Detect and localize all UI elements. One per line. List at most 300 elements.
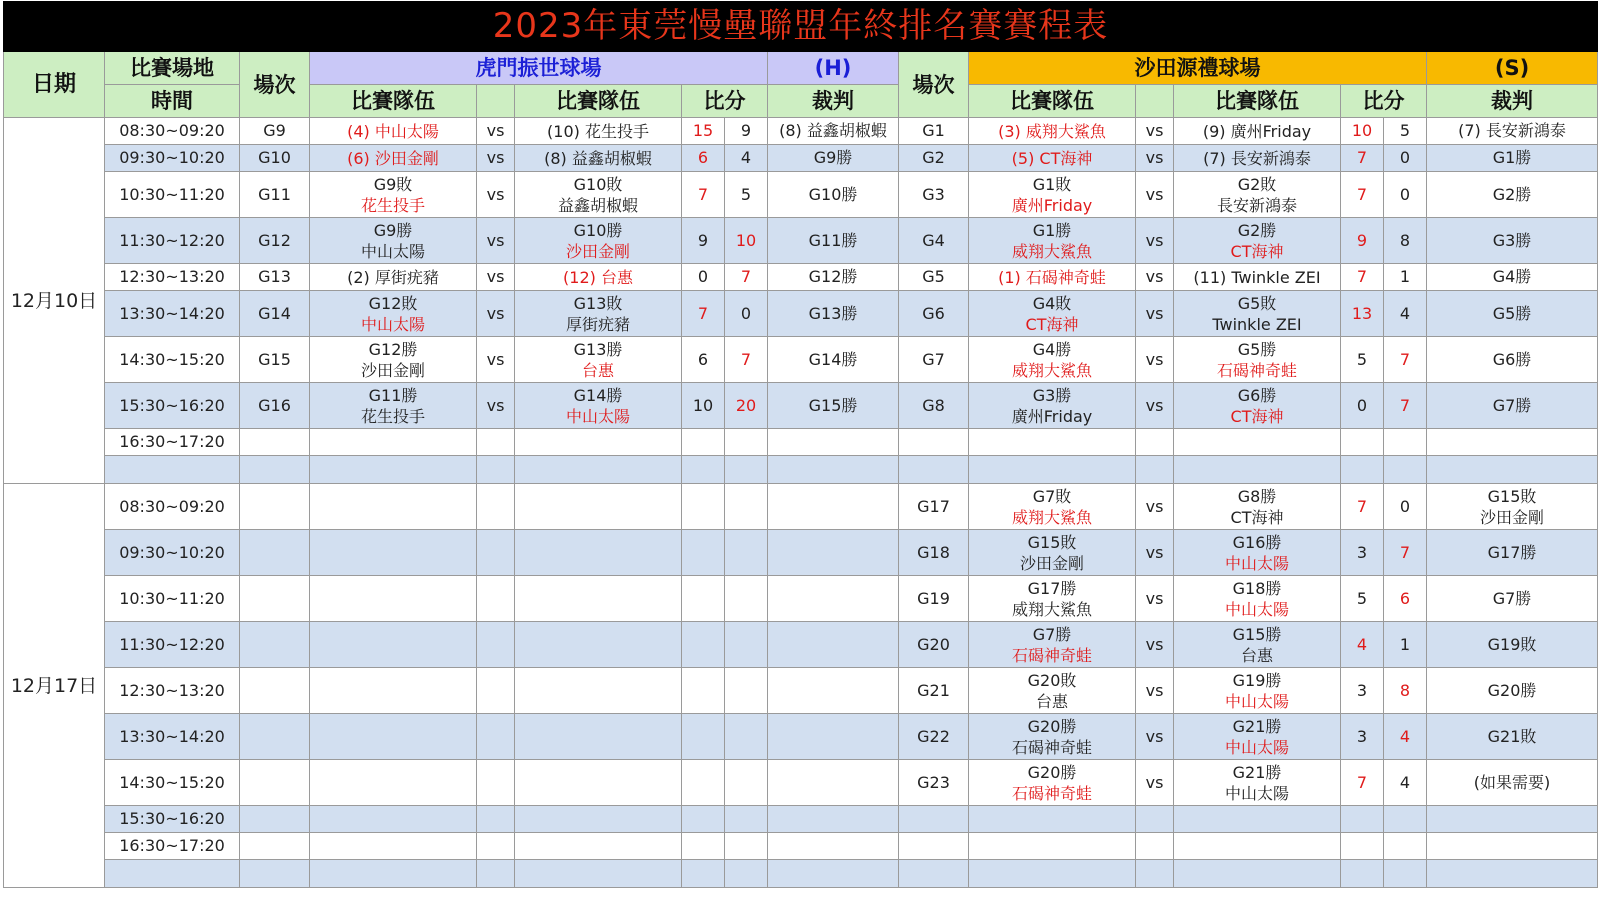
team-b-s — [1174, 383, 1341, 429]
empty-cell — [1427, 806, 1598, 833]
empty-cell — [768, 622, 899, 668]
score-b-h: 9 — [725, 118, 768, 145]
team-a-h — [310, 383, 477, 429]
empty-cell — [1174, 833, 1341, 860]
empty-cell — [477, 668, 515, 714]
team-name: 中山太陽 — [1224, 737, 1289, 757]
empty-cell — [725, 833, 768, 860]
team-a-s — [969, 760, 1136, 806]
team-name: CT海神 — [1230, 507, 1284, 527]
team-line: G21勝 — [1232, 762, 1282, 782]
empty-cell — [1341, 806, 1384, 833]
umpire-h: G11勝 — [768, 218, 899, 264]
empty-cell — [1136, 833, 1174, 860]
game-no-h: G13 — [240, 264, 310, 291]
time-cell: 09:30~10:20 — [105, 530, 240, 576]
table-row — [4, 714, 1598, 760]
team-name: 石碣神奇蛙 — [1011, 737, 1092, 757]
team-name: CT海神 — [1230, 406, 1284, 426]
team-line: (10) 花生投手 — [547, 121, 649, 141]
team-a-h — [310, 145, 477, 172]
team-name: 廣州Friday — [1011, 406, 1093, 426]
team-line: (3) 威翔大鯊魚 — [998, 121, 1106, 141]
table-row — [4, 456, 1598, 484]
empty-cell — [682, 833, 725, 860]
team-line: G1敗 — [1032, 174, 1072, 194]
empty-cell — [477, 576, 515, 622]
team-name: 中山太陽 — [1224, 553, 1289, 573]
table-row — [4, 806, 1598, 833]
time-cell: 11:30~12:20 — [105, 218, 240, 264]
empty-cell — [682, 429, 725, 456]
vs-label: vs — [477, 264, 515, 291]
time-header: 時間 — [105, 85, 240, 118]
team-a-h — [310, 218, 477, 264]
score-b-s: 0 — [1384, 145, 1427, 172]
empty-cell — [515, 429, 682, 456]
empty-cell — [682, 484, 725, 530]
umpire-s: G5勝 — [1427, 291, 1598, 337]
empty-cell — [310, 668, 477, 714]
score-a-h: 7 — [682, 172, 725, 218]
empty-cell — [1427, 860, 1598, 888]
team-b-h — [515, 172, 682, 218]
empty-cell — [477, 860, 515, 888]
team-name: CT海神 — [1025, 314, 1079, 334]
empty-cell — [477, 622, 515, 668]
table-row — [4, 484, 1598, 530]
empty-cell — [768, 530, 899, 576]
team-b-h — [515, 145, 682, 172]
game-no-s: G3 — [899, 172, 969, 218]
umpire-s: (如果需要) — [1427, 760, 1598, 806]
game-no-s: G7 — [899, 337, 969, 383]
table-row — [4, 860, 1598, 888]
umpire-s: G21敗 — [1427, 714, 1598, 760]
game-no-h: G9 — [240, 118, 310, 145]
empty-cell — [1341, 833, 1384, 860]
team-name: 台惠 — [1240, 645, 1273, 665]
empty-cell — [1174, 806, 1341, 833]
umpire-h: G14勝 — [768, 337, 899, 383]
vs-label: vs — [1136, 264, 1174, 291]
empty-cell — [477, 484, 515, 530]
empty-cell — [240, 429, 310, 456]
team-a-s — [969, 291, 1136, 337]
empty-cell — [682, 576, 725, 622]
score-a-s: 7 — [1341, 760, 1384, 806]
empty-cell — [515, 860, 682, 888]
empty-cell — [515, 456, 682, 484]
score-b-h: 4 — [725, 145, 768, 172]
empty-cell — [969, 806, 1136, 833]
score-b-h: 20 — [725, 383, 768, 429]
empty-cell — [515, 668, 682, 714]
team-line: G20勝 — [1027, 716, 1077, 736]
empty-cell — [1136, 456, 1174, 484]
vs-label: vs — [1136, 484, 1174, 530]
team-line: G21勝 — [1232, 716, 1282, 736]
game-no-s: G20 — [899, 622, 969, 668]
table-row — [4, 622, 1598, 668]
team-line: G5勝 — [1237, 339, 1277, 359]
venue-h-header: 虎門振世球場 — [310, 52, 768, 85]
vs-header-s — [1136, 85, 1174, 118]
empty-cell — [310, 806, 477, 833]
venue-h-code: (H) — [768, 52, 899, 85]
team-line: G3勝 — [1032, 385, 1072, 405]
team-a-s — [969, 118, 1136, 145]
score-b-s: 5 — [1384, 118, 1427, 145]
team-a-s — [969, 383, 1136, 429]
umpire-s: G4勝 — [1427, 264, 1598, 291]
game-no-s: G22 — [899, 714, 969, 760]
empty-cell — [725, 484, 768, 530]
game-no-h: G15 — [240, 337, 310, 383]
umpire-s: G7勝 — [1427, 576, 1598, 622]
empty-cell — [682, 760, 725, 806]
team-name: 花生投手 — [360, 406, 425, 426]
empty-cell — [768, 429, 899, 456]
team-line: G9敗 — [373, 174, 413, 194]
umpire-header-s: 裁判 — [1427, 85, 1598, 118]
score-b-s: 7 — [1384, 530, 1427, 576]
team-line: G14勝 — [573, 385, 623, 405]
umpire-team: 沙田金剛 — [1480, 507, 1545, 527]
time-cell: 10:30~11:20 — [105, 576, 240, 622]
vs-label: vs — [477, 145, 515, 172]
team-line: G13敗 — [573, 293, 623, 313]
team-a-s — [969, 622, 1136, 668]
game-no-h: G12 — [240, 218, 310, 264]
team-line: G7敗 — [1032, 486, 1072, 506]
empty-cell — [477, 530, 515, 576]
empty-cell — [725, 760, 768, 806]
team-a-s — [969, 218, 1136, 264]
team-name: 中山太陽 — [360, 241, 425, 261]
team-line: G7勝 — [1032, 624, 1072, 644]
score-b-s: 4 — [1384, 760, 1427, 806]
time-cell: 11:30~12:20 — [105, 622, 240, 668]
vs-label: vs — [1136, 337, 1174, 383]
team-line: G12勝 — [368, 339, 418, 359]
team-b-s — [1174, 172, 1341, 218]
schedule-table — [3, 1, 1598, 888]
vs-label: vs — [1136, 760, 1174, 806]
team-b-s — [1174, 118, 1341, 145]
team-b-h — [515, 264, 682, 291]
empty-cell — [725, 668, 768, 714]
umpire-h: G9勝 — [768, 145, 899, 172]
empty-cell — [768, 714, 899, 760]
score-a-s: 9 — [1341, 218, 1384, 264]
empty-cell — [515, 622, 682, 668]
score-b-h: 7 — [725, 264, 768, 291]
team-line: G17勝 — [1027, 578, 1077, 598]
empty-cell — [969, 833, 1136, 860]
empty-cell — [240, 456, 310, 484]
team-name: 厚街疣豬 — [565, 314, 630, 334]
empty-cell — [310, 484, 477, 530]
game-no-s: G5 — [899, 264, 969, 291]
score-b-s: 7 — [1384, 337, 1427, 383]
venue-label-header: 比賽場地 — [105, 52, 240, 85]
empty-cell — [515, 576, 682, 622]
team-b-s — [1174, 264, 1341, 291]
team-header-s-a: 比賽隊伍 — [969, 85, 1136, 118]
team-line: G5敗 — [1237, 293, 1277, 313]
empty-cell — [725, 456, 768, 484]
empty-cell — [310, 833, 477, 860]
game-no-s: G19 — [899, 576, 969, 622]
time-cell: 14:30~15:20 — [105, 760, 240, 806]
team-name: 台惠 — [1035, 691, 1068, 711]
empty-cell — [768, 760, 899, 806]
team-line: G1勝 — [1032, 220, 1072, 240]
team-header-s-b: 比賽隊伍 — [1174, 85, 1341, 118]
empty-cell — [768, 456, 899, 484]
team-name: 中山太陽 — [1224, 783, 1289, 803]
game-no-s: G2 — [899, 145, 969, 172]
score-header-h: 比分 — [682, 85, 768, 118]
empty-cell — [768, 668, 899, 714]
team-b-s — [1174, 576, 1341, 622]
umpire-line: G15敗 — [1487, 486, 1537, 506]
empty-cell — [682, 714, 725, 760]
score-a-h: 9 — [682, 218, 725, 264]
team-line: G12敗 — [368, 293, 418, 313]
score-a-s: 3 — [1341, 668, 1384, 714]
empty-cell — [899, 456, 969, 484]
team-name: 威翔大鯊魚 — [1011, 241, 1092, 261]
table-row — [4, 833, 1598, 860]
game-no-header-s: 場次 — [899, 52, 969, 118]
game-no-h: G10 — [240, 145, 310, 172]
team-b-s — [1174, 668, 1341, 714]
team-header-h-a: 比賽隊伍 — [310, 85, 477, 118]
team-line: (11) Twinkle ZEI — [1193, 267, 1321, 287]
empty-cell — [969, 456, 1136, 484]
time-cell: 13:30~14:20 — [105, 714, 240, 760]
table-row — [4, 291, 1598, 337]
vs-label: vs — [1136, 291, 1174, 337]
team-name: 益鑫胡椒蝦 — [557, 195, 638, 215]
game-no-s: G1 — [899, 118, 969, 145]
empty-cell — [725, 530, 768, 576]
empty-cell — [725, 429, 768, 456]
vs-header-h — [477, 85, 515, 118]
score-a-s: 7 — [1341, 264, 1384, 291]
date-header: 日期 — [4, 52, 105, 118]
team-a-s — [969, 668, 1136, 714]
empty-cell — [682, 668, 725, 714]
empty-cell — [768, 860, 899, 888]
score-b-s: 4 — [1384, 291, 1427, 337]
empty-cell — [240, 484, 310, 530]
team-b-s — [1174, 337, 1341, 383]
empty-cell — [725, 714, 768, 760]
table-row — [4, 264, 1598, 291]
team-line: G9勝 — [373, 220, 413, 240]
score-b-h: 7 — [725, 337, 768, 383]
empty-cell — [240, 576, 310, 622]
empty-cell — [515, 833, 682, 860]
score-b-s: 8 — [1384, 668, 1427, 714]
umpire-s: G1勝 — [1427, 145, 1598, 172]
time-cell: 14:30~15:20 — [105, 337, 240, 383]
team-line: (6) 沙田金剛 — [347, 148, 439, 168]
vs-label: vs — [477, 172, 515, 218]
score-b-s: 1 — [1384, 622, 1427, 668]
team-name: 威翔大鯊魚 — [1011, 599, 1092, 619]
score-b-s: 4 — [1384, 714, 1427, 760]
table-row — [4, 118, 1598, 145]
score-b-h: 5 — [725, 172, 768, 218]
umpire-s: (7) 長安新鴻泰 — [1427, 118, 1598, 145]
time-cell: 15:30~16:20 — [105, 806, 240, 833]
time-cell: 12:30~13:20 — [105, 264, 240, 291]
game-no-s: G18 — [899, 530, 969, 576]
game-no-h: G11 — [240, 172, 310, 218]
umpire-s: G6勝 — [1427, 337, 1598, 383]
vs-label: vs — [1136, 668, 1174, 714]
table-row — [4, 218, 1598, 264]
team-a-s — [969, 530, 1136, 576]
team-b-s — [1174, 218, 1341, 264]
umpire-s: G19敗 — [1427, 622, 1598, 668]
vs-label: vs — [1136, 576, 1174, 622]
team-name: 石碣神奇蛙 — [1216, 360, 1297, 380]
score-a-s: 4 — [1341, 622, 1384, 668]
score-a-h: 15 — [682, 118, 725, 145]
team-a-h — [310, 118, 477, 145]
score-a-h: 10 — [682, 383, 725, 429]
team-line: G11勝 — [368, 385, 418, 405]
team-line: G16勝 — [1232, 532, 1282, 552]
umpire-h: G12勝 — [768, 264, 899, 291]
team-a-h — [310, 264, 477, 291]
team-line: G6勝 — [1237, 385, 1277, 405]
umpire-s: G7勝 — [1427, 383, 1598, 429]
team-line: G20勝 — [1027, 762, 1077, 782]
empty-cell — [515, 530, 682, 576]
score-a-h: 6 — [682, 145, 725, 172]
schedule-sheet — [3, 1, 1597, 888]
team-b-h — [515, 218, 682, 264]
score-a-s: 7 — [1341, 145, 1384, 172]
empty-cell — [682, 622, 725, 668]
empty-cell — [240, 530, 310, 576]
time-cell: 12:30~13:20 — [105, 668, 240, 714]
team-name: 石碣神奇蛙 — [1011, 645, 1092, 665]
team-a-s — [969, 576, 1136, 622]
score-a-h: 0 — [682, 264, 725, 291]
team-line: G4敗 — [1032, 293, 1072, 313]
empty-cell — [515, 714, 682, 760]
empty-cell — [725, 806, 768, 833]
team-name: 中山太陽 — [360, 314, 425, 334]
game-no-s: G4 — [899, 218, 969, 264]
score-a-s: 3 — [1341, 530, 1384, 576]
empty-cell — [310, 860, 477, 888]
empty-cell — [682, 530, 725, 576]
empty-cell — [477, 714, 515, 760]
empty-cell — [1174, 429, 1341, 456]
game-no-s: G21 — [899, 668, 969, 714]
table-row — [4, 172, 1598, 218]
team-b-s — [1174, 714, 1341, 760]
empty-cell — [1384, 456, 1427, 484]
empty-cell — [310, 429, 477, 456]
empty-cell — [477, 806, 515, 833]
time-cell: 16:30~17:20 — [105, 429, 240, 456]
team-line: G2勝 — [1237, 220, 1277, 240]
team-a-s — [969, 145, 1136, 172]
umpire-s: G20勝 — [1427, 668, 1598, 714]
team-line: G20敗 — [1027, 670, 1077, 690]
score-b-s: 0 — [1384, 484, 1427, 530]
vs-label: vs — [477, 383, 515, 429]
empty-cell — [477, 429, 515, 456]
team-line: G4勝 — [1032, 339, 1072, 359]
empty-cell — [969, 429, 1136, 456]
score-b-h: 0 — [725, 291, 768, 337]
game-no-s: G17 — [899, 484, 969, 530]
table-row — [4, 576, 1598, 622]
team-a-h — [310, 291, 477, 337]
empty-cell — [1384, 833, 1427, 860]
venue-s-code: (S) — [1427, 52, 1598, 85]
empty-cell — [1341, 860, 1384, 888]
empty-cell — [477, 760, 515, 806]
empty-cell — [515, 760, 682, 806]
team-name: 台惠 — [581, 360, 614, 380]
score-header-s: 比分 — [1341, 85, 1427, 118]
table-row — [4, 760, 1598, 806]
team-b-h — [515, 118, 682, 145]
table-row — [4, 429, 1598, 456]
empty-cell — [240, 622, 310, 668]
score-a-s: 0 — [1341, 383, 1384, 429]
game-no-h: G14 — [240, 291, 310, 337]
empty-cell — [1427, 456, 1598, 484]
team-line: (2) 厚街疣豬 — [347, 267, 439, 287]
score-a-h: 6 — [682, 337, 725, 383]
empty-cell — [1384, 860, 1427, 888]
venue-s-header: 沙田源禮球場 — [969, 52, 1427, 85]
team-line: (1) 石碣神奇蛙 — [998, 267, 1106, 287]
team-name: 長安新鴻泰 — [1216, 195, 1297, 215]
vs-label: vs — [1136, 530, 1174, 576]
empty-cell — [515, 806, 682, 833]
umpire-s: G17勝 — [1427, 530, 1598, 576]
empty-cell — [682, 806, 725, 833]
umpire-h: G15勝 — [768, 383, 899, 429]
sheet-title: 2023年東莞慢壘聯盟年終排名賽賽程表 — [4, 2, 1598, 52]
team-line: G10勝 — [573, 220, 623, 240]
score-b-h: 10 — [725, 218, 768, 264]
time-cell: 08:30~09:20 — [105, 484, 240, 530]
score-a-s: 13 — [1341, 291, 1384, 337]
team-b-h — [515, 383, 682, 429]
umpire-h: (8) 益鑫胡椒蝦 — [768, 118, 899, 145]
date-cell: 12月17日 — [4, 484, 105, 888]
vs-label: vs — [1136, 118, 1174, 145]
team-name: 中山太陽 — [565, 406, 630, 426]
empty-cell — [477, 833, 515, 860]
empty-cell — [899, 860, 969, 888]
empty-cell — [1384, 429, 1427, 456]
